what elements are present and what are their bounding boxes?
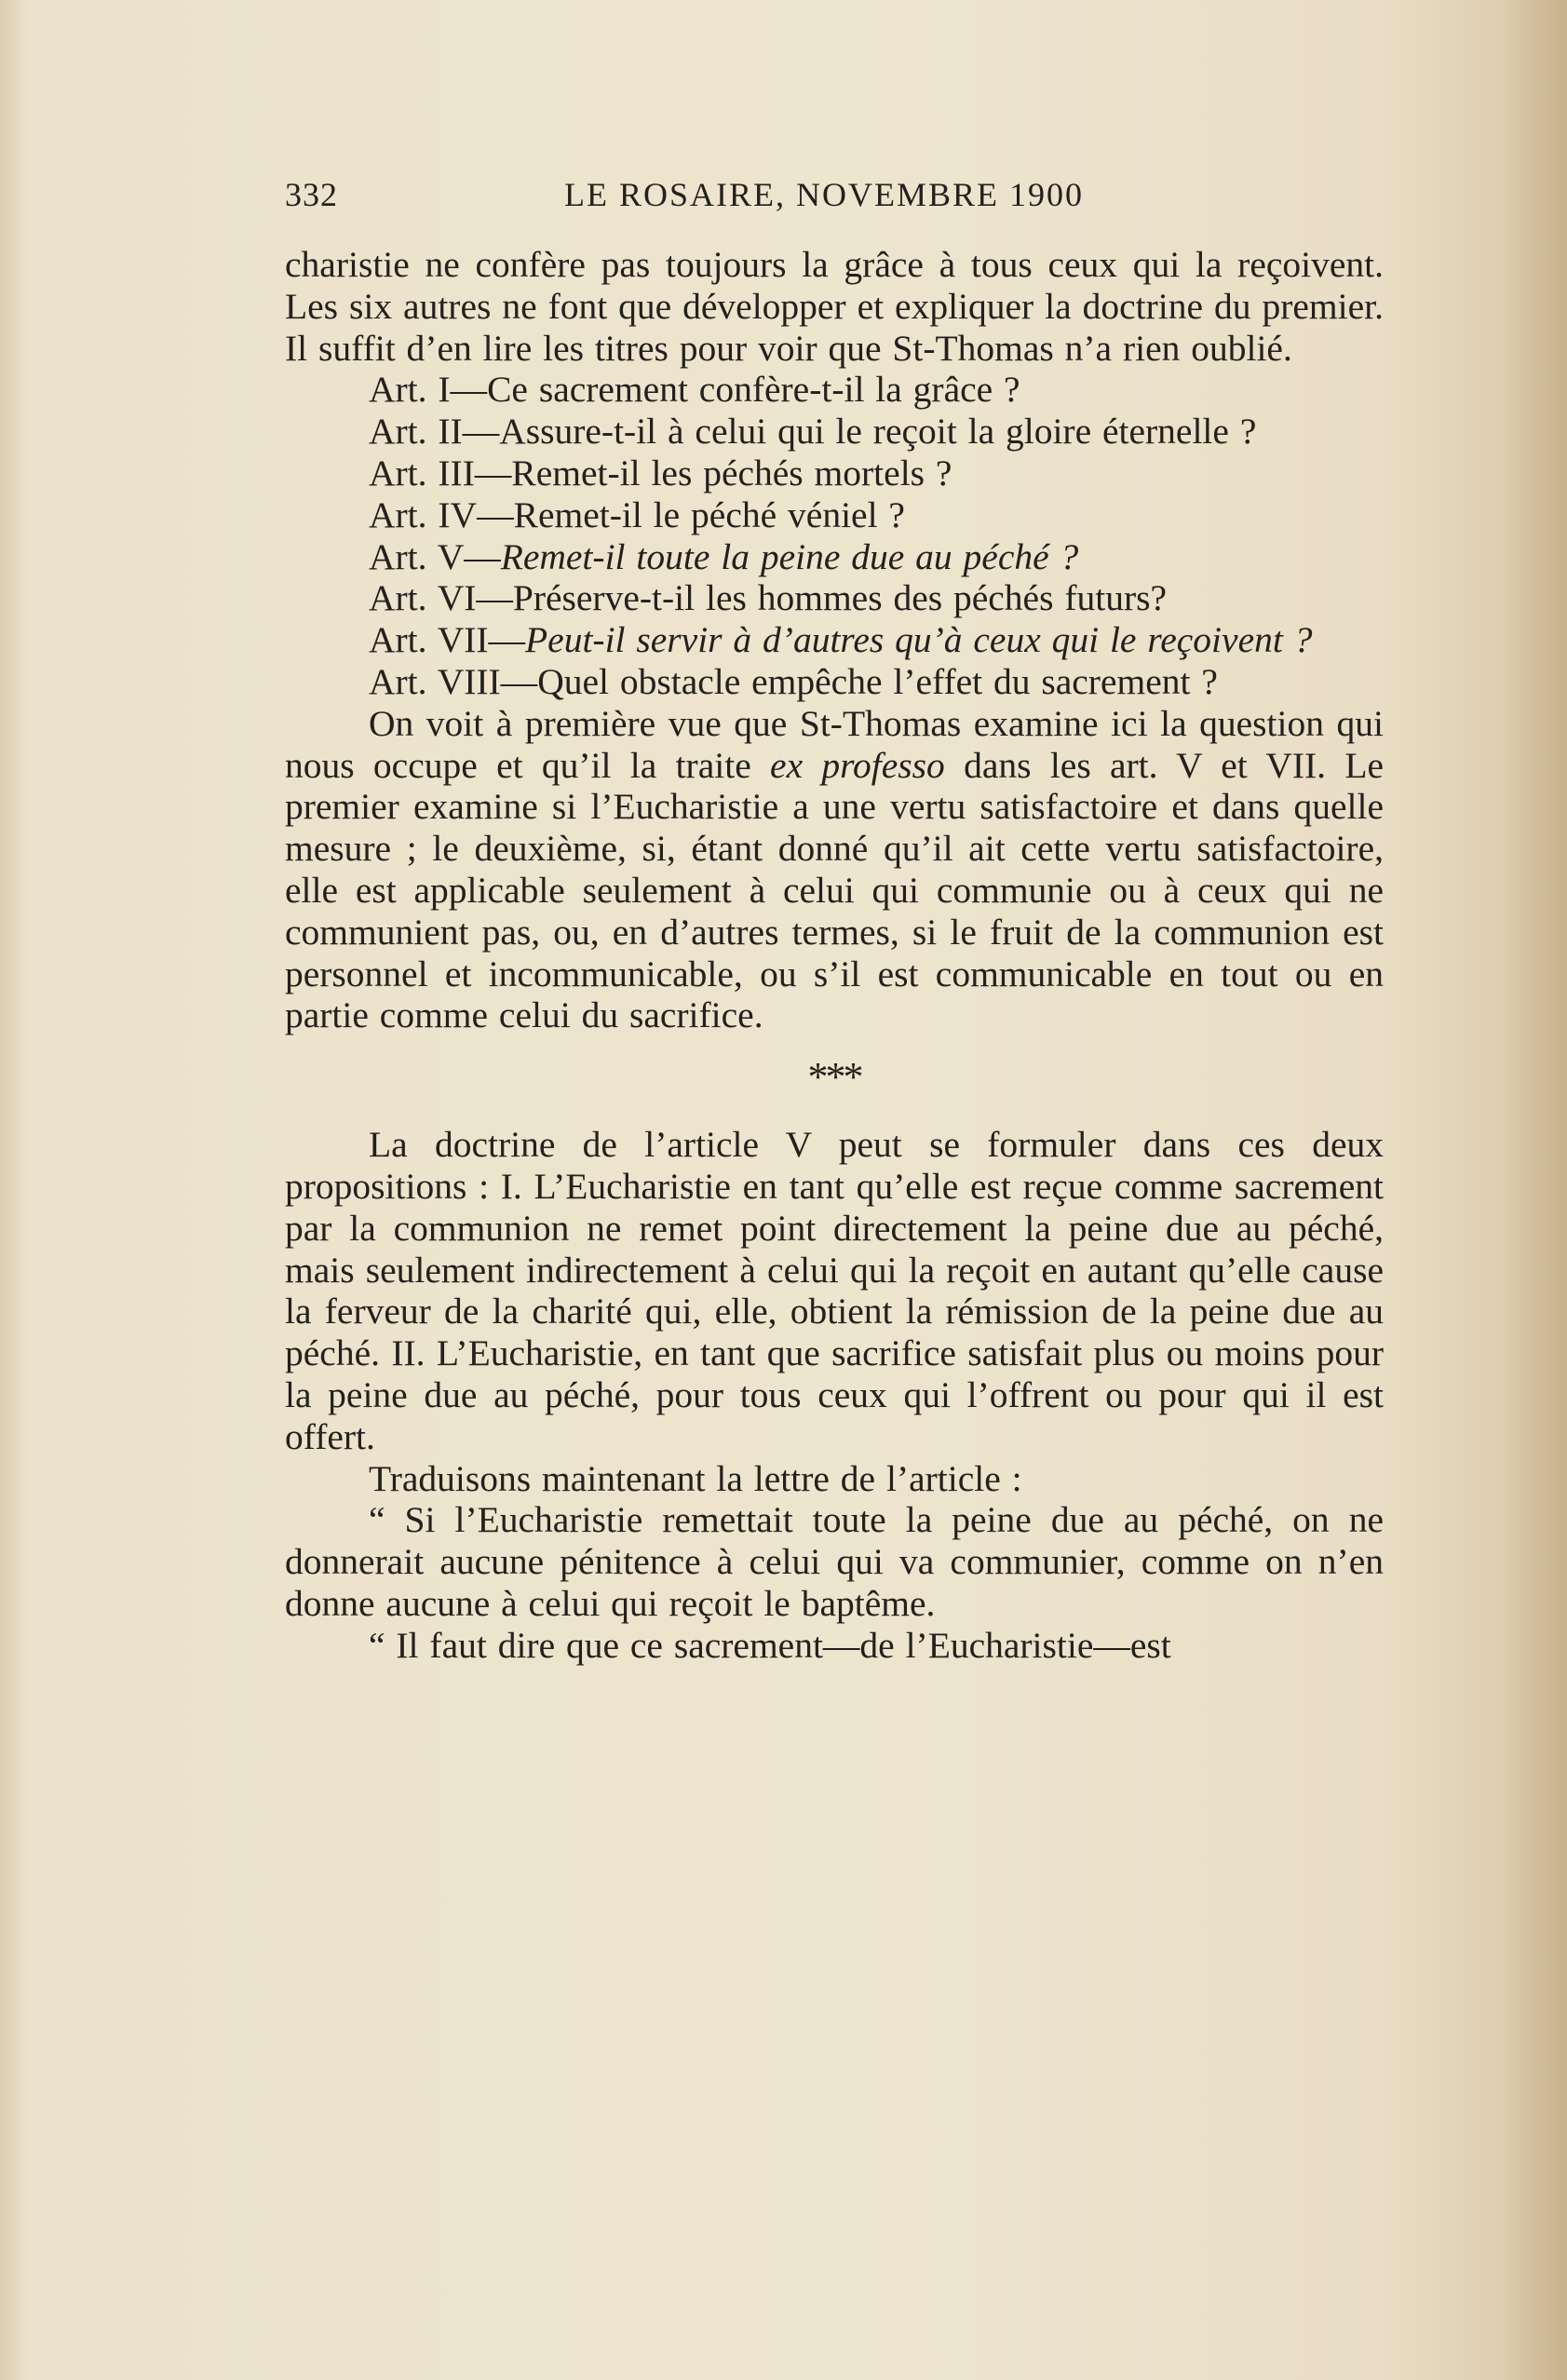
article-number: Art. V— [369,535,501,577]
article-question: Préserve-t-il les hommes des péchés futurs? [512,577,1168,619]
asterism: *** [807,1054,861,1101]
article-question: Remet-il toute la peine due au péché ? [500,535,1079,577]
paragraph-text: On voit à première vue que St-Thomas examine ici la question qui nous occupe et qu’il la traite [285,702,1384,786]
article-question: Remet-il les péchés mortels ? [511,452,952,494]
article-title [285,411,1384,453]
article-question: Assure-t-il à celui qui le reçoit la gloire éternelle ? [499,411,1257,453]
running-head: LE ROSAIRE, NOVEMBRE 1900 [564,176,1085,213]
latin-phrase: ex professo [770,744,945,786]
article-title [285,369,1384,411]
article-title [285,494,1384,536]
article-number: Art. VI— [369,577,513,619]
section-separator [285,1049,1384,1105]
paragraph: Traduisons maintenant la lettre de l’article : [369,1457,1022,1499]
page-header [285,175,1379,222]
page-number: 332 [285,176,338,213]
article-title [285,661,1384,703]
article-question: Peut-il servir à d’autres qu’à ceux qui le reçoivent ? [525,619,1313,661]
page-edge-shadow [1502,0,1567,2380]
paragraph: charistie ne confère pas toujours la grâce à tous ceux qui la reçoivent. Les six autres ne font que développer et expliquer la doctrine du premier. Il suffit d’en lire les titres pour voir que St-Thomas n’a rien oublié. [285,244,1384,369]
article-number: Art. II— [369,411,500,453]
article-number: Art. VII— [369,619,526,661]
paragraph-text: dans les art. V et VII. Le premier examine si l’Eucharistie a une vertu satisfactoire et dans quelle mesure ; le deuxième, si, étant donné qu’il ait cette vertu satisfactoire, elle est applicable seulement à celui qui communie ou à ceux qui ne communient pas, ou, en d’autres termes, si le fruit de la communion est personnel et incommunicable, ou s’il est communicable en tout ou en partie comme celui du sacrifice. [285,744,1384,1036]
article-text [285,244,1384,1667]
article-question: Remet-il le péché véniel ? [513,494,905,535]
article-title [285,536,1384,578]
article-question: Quel obstacle empêche l’effet du sacrement ? [537,660,1218,702]
article-number: Art. I— [369,369,488,411]
article-title [285,453,1384,494]
article-title [285,577,1384,619]
article-title [285,619,1384,661]
article-number: Art. IV— [369,494,514,535]
article-number: Art. VIII— [369,660,538,702]
paragraph [285,703,1384,1036]
article-number: Art. III— [369,452,512,494]
quotation-paragraph: “ Il faut dire que ce sacrement—de l’Eucharistie—est [369,1624,1171,1666]
article-question: Ce sacrement confère-t-il la grâce ? [487,369,1020,411]
paragraph: La doctrine de l’article V peut se formuler dans ces deux propositions : I. L’Eucharistie en tant qu’elle est reçue comme sacrement par la communion ne remet point directement la peine due au péché, mais seulement indirectement à celui qui la reçoit en autant qu’elle cause la ferveur de la charité qui, elle, obtient la rémission de la peine due au péché. II. L’Eucharistie, en tant que sacrifice satisfait plus ou moins pour la peine due au péché, pour tous ceux qui l’offrent ou pour qui il est offert. [285,1124,1384,1457]
quotation-paragraph: “ Si l’Eucharistie remettait toute la peine due au péché, on ne donnerait aucune pénitence à celui qui va communier, comme on n’en donne aucune à celui qui reçoit le baptême. [285,1499,1384,1624]
